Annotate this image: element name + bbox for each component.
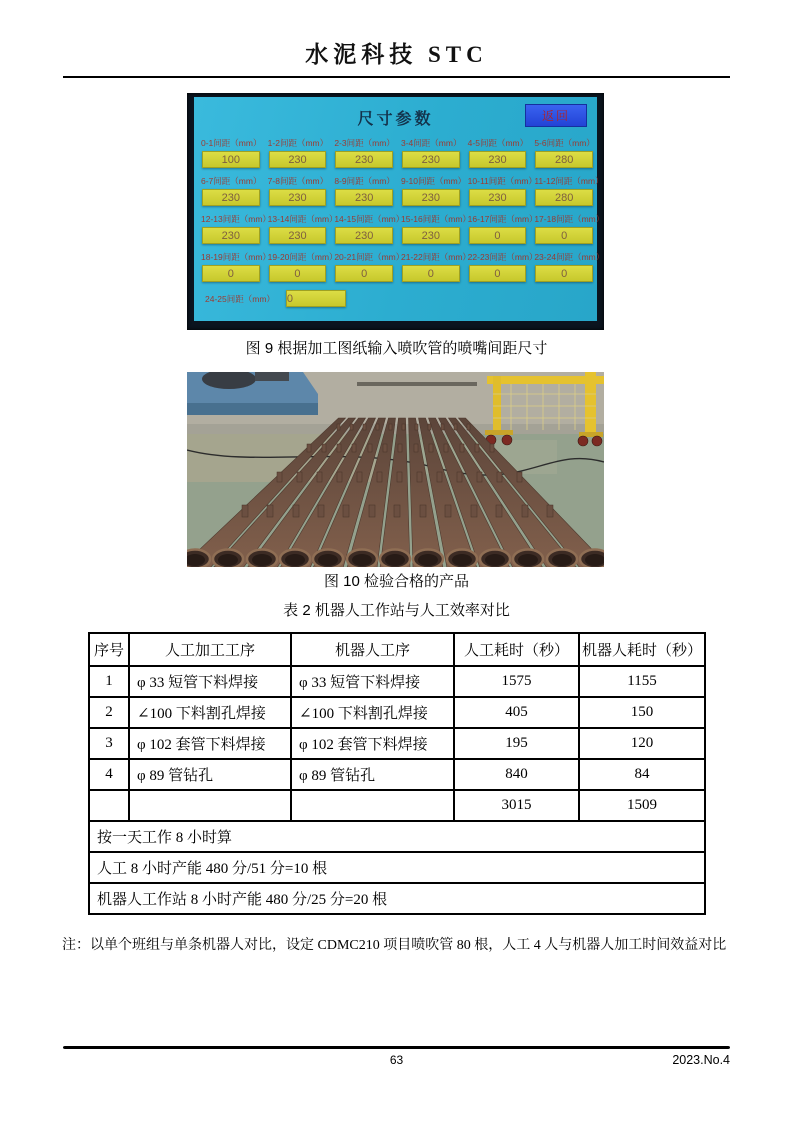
hmi-field [268, 138, 328, 168]
spacing-value-input[interactable]: 230 [202, 189, 260, 206]
cell-index: 3 [89, 728, 129, 759]
header-cell-manual-time: 人工耗时（秒） [454, 633, 579, 666]
hmi-field [334, 176, 394, 206]
back-button[interactable]: 返回 [525, 104, 587, 127]
cell-robot-process: φ 33 短管下料焊接 [291, 666, 454, 697]
hmi-field [534, 176, 604, 206]
spacing-label: 6-7间距（mm） [201, 176, 262, 186]
cell-manual-time: 195 [454, 728, 579, 759]
spacing-label: 3-4间距（mm） [401, 138, 462, 148]
hmi-field [201, 176, 261, 206]
spacing-value-input[interactable]: 230 [269, 189, 327, 206]
hmi-field [534, 252, 605, 282]
cell-robot-time: 120 [579, 728, 705, 759]
spacing-value-input[interactable]: 280 [535, 151, 593, 168]
hmi-field [401, 138, 461, 168]
journal-title: 水泥科技 STC [305, 42, 488, 67]
spacing-value-input[interactable]: 230 [269, 151, 327, 168]
hmi-field [401, 252, 471, 282]
page-number: 63 [389, 1053, 404, 1067]
spacing-label: 18-19间距（mm） [201, 252, 271, 262]
hmi-field [467, 252, 538, 282]
spacing-value-input[interactable]: 280 [535, 189, 593, 206]
hmi-field [267, 252, 338, 282]
hmi-field [334, 252, 405, 282]
robot-capacity: 机器人工作站 8 小时产能 480 分/25 分=20 根 [89, 883, 705, 914]
cell-robot-process: φ 89 管钻孔 [291, 759, 454, 790]
hmi-field [401, 176, 467, 206]
cell-manual-time: 1575 [454, 666, 579, 697]
spacing-value-input[interactable]: 0 [202, 265, 260, 282]
spacing-value-input[interactable]: 230 [269, 227, 327, 244]
spacing-label: 4-5间距（mm） [467, 138, 529, 148]
spacing-value-input[interactable]: 0 [269, 265, 327, 282]
figure9-caption: 图 9 根据加工图纸输入喷吹管的喷嘴间距尺寸 [245, 340, 548, 357]
spacing-label: 15-16间距（mm） [401, 214, 471, 224]
hmi-field [268, 176, 328, 206]
hmi-field [267, 214, 338, 244]
spacing-label: 16-17间距（mm） [467, 214, 538, 224]
cell-manual-process: φ 89 管钻孔 [129, 759, 291, 790]
blue-machine [187, 372, 318, 415]
cell-manual-process: φ 102 套管下料焊接 [129, 728, 291, 759]
hmi-screen [194, 97, 605, 321]
spacing-value-input[interactable]: 230 [202, 227, 260, 244]
cell-robot-process: φ 102 套管下料焊接 [291, 728, 454, 759]
spacing-value-input[interactable]: 230 [402, 227, 460, 244]
spacing-label: 9-10间距（mm） [401, 176, 467, 186]
spacing-value-input[interactable]: 0 [286, 290, 346, 307]
table-row [89, 666, 705, 697]
hmi-field [534, 214, 605, 244]
spacing-label: 1-2间距（mm） [267, 138, 329, 148]
spacing-value-input[interactable]: 230 [469, 189, 527, 206]
figure10-photo [187, 372, 604, 567]
spacing-label: 12-13间距（mm） [201, 214, 271, 224]
header-cell-robot-time: 机器人耗时（秒） [579, 633, 705, 666]
spacing-value-input[interactable]: 230 [469, 151, 527, 168]
cell-robot-time: 84 [579, 759, 705, 790]
cell-robot-process [291, 790, 454, 821]
figure9-hmi-panel [187, 93, 604, 330]
spacing-value-input[interactable]: 230 [335, 151, 393, 168]
hmi-field [334, 214, 405, 244]
efficiency-comparison-table [88, 632, 706, 915]
spacing-value-input[interactable]: 0 [535, 227, 593, 244]
spacing-label: 10-11间距（mm） [467, 176, 537, 186]
cell-robot-time-total: 1509 [579, 790, 705, 821]
manual-capacity: 人工 8 小时产能 480 分/51 分=10 根 [89, 852, 705, 883]
cell-manual-time: 405 [454, 697, 579, 728]
spacing-fields-grid [201, 138, 605, 307]
header-cell-index: 序号 [89, 633, 129, 666]
hmi-field [534, 138, 594, 168]
cell-index: 4 [89, 759, 129, 790]
spacing-label: 21-22间距（mm） [401, 252, 471, 262]
spacing-label: 23-24间距（mm） [534, 252, 605, 262]
header-rule [63, 76, 730, 78]
cell-manual-time: 840 [454, 759, 579, 790]
footer-rule [63, 1046, 730, 1049]
hmi-field [401, 214, 471, 244]
cell-robot-time: 1155 [579, 666, 705, 697]
spacing-value-input[interactable]: 230 [335, 189, 393, 206]
spacing-label: 13-14间距（mm） [267, 214, 338, 224]
cell-manual-time-total: 3015 [454, 790, 579, 821]
spacing-label: 0-1间距（mm） [201, 138, 262, 148]
table-header-row [89, 633, 705, 666]
issue-number: 2023.No.4 [672, 1053, 730, 1067]
spacing-label: 8-9间距（mm） [334, 176, 395, 186]
spacing-value-input[interactable]: 0 [469, 227, 527, 244]
table-row-totals [89, 790, 705, 821]
spacing-label: 22-23间距（mm） [467, 252, 538, 262]
spacing-value-input[interactable]: 230 [402, 151, 460, 168]
hmi-field [467, 176, 537, 206]
hmi-field [468, 138, 528, 168]
spacing-label: 19-20间距（mm） [267, 252, 338, 262]
cell-manual-process: φ 33 短管下料焊接 [129, 666, 291, 697]
header-cell-manual-process: 人工加工工序 [129, 633, 291, 666]
hmi-field [201, 252, 271, 282]
table-note-row [89, 883, 705, 914]
hmi-field [201, 214, 271, 244]
pipes-photo-illustration [187, 372, 604, 567]
spacing-value-input[interactable]: 100 [202, 151, 260, 168]
hmi-field [334, 138, 394, 168]
spacing-value-input[interactable]: 230 [335, 227, 393, 244]
hmi-field [201, 138, 261, 168]
table2-title: 表 2 机器人工作站与人工效率对比 [283, 602, 510, 619]
header-cell-robot-process: 机器人工序 [291, 633, 454, 666]
cell-robot-process: ∠100 下料割孔焊接 [291, 697, 454, 728]
hmi-field [201, 290, 327, 307]
spacing-value-input[interactable]: 0 [535, 265, 593, 282]
hmi-field [467, 214, 538, 244]
spacing-value-input[interactable]: 0 [469, 265, 527, 282]
spacing-value-input[interactable]: 230 [402, 189, 460, 206]
spacing-label: 7-8间距（mm） [267, 176, 329, 186]
figure10-caption: 图 10 检验合格的产品 [323, 573, 470, 590]
cell-robot-time: 150 [579, 697, 705, 728]
spacing-label: 2-3间距（mm） [334, 138, 395, 148]
spacing-value-input[interactable]: 0 [402, 265, 460, 282]
cell-index: 1 [89, 666, 129, 697]
spacing-value-input[interactable]: 0 [335, 265, 393, 282]
cell-index [89, 790, 129, 821]
table-row [89, 759, 705, 790]
spacing-label: 17-18间距（mm） [534, 214, 605, 224]
spacing-label: 24-25间距（mm） [205, 293, 275, 304]
spacing-label: 5-6间距（mm） [534, 138, 595, 148]
note-text: 注：以单个班组与单条机器人对比，设定 CDMC210 项目喷吹管 80 根，人工 4 人与机器人加工时间效益对比 [62, 938, 727, 953]
table-note-row [89, 821, 705, 852]
assumption-8h: 按一天工作 8 小时算 [89, 821, 705, 852]
spacing-label: 14-15间距（mm） [334, 214, 405, 224]
spacing-label: 11-12间距（mm） [534, 176, 604, 186]
spacing-label: 20-21间距（mm） [334, 252, 405, 262]
table-row [89, 728, 705, 759]
table-row [89, 697, 705, 728]
cell-manual-process [129, 790, 291, 821]
cell-manual-process: ∠100 下料割孔焊接 [129, 697, 291, 728]
cell-index: 2 [89, 697, 129, 728]
table-note-row [89, 852, 705, 883]
hmi-screen-title: 尺寸参数 [357, 111, 434, 128]
